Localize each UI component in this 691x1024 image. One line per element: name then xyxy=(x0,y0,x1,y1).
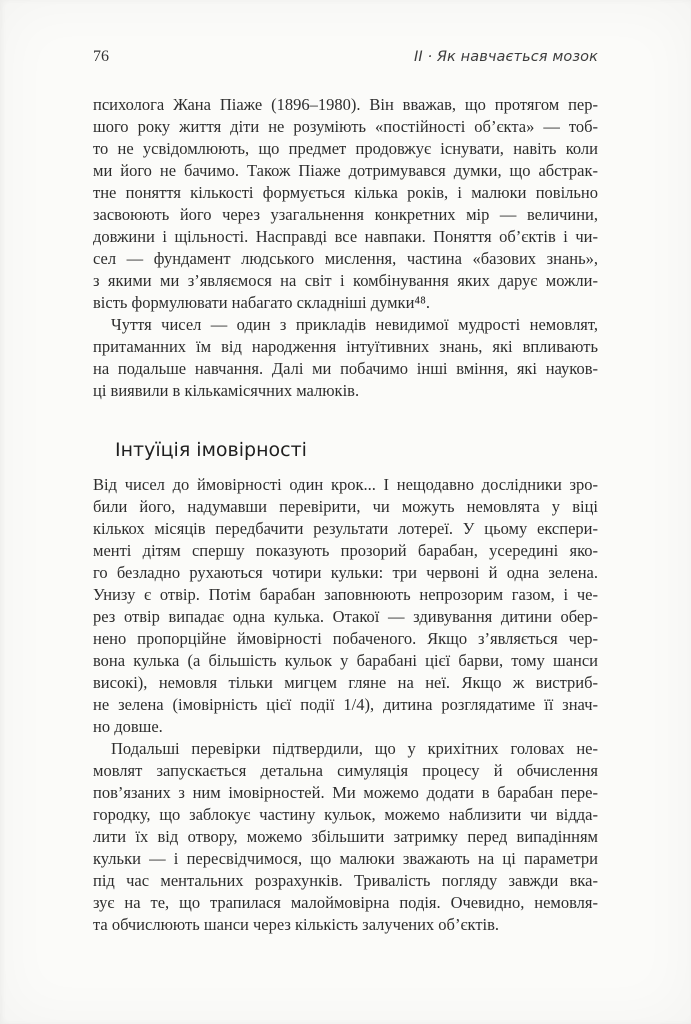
text-line: менті дітям спершу показують прозорий барабан, усередині яко- xyxy=(93,541,598,560)
paragraph-block-bottom xyxy=(93,474,598,936)
text-line: шого року життя діти не розуміють «постійності об’єкта» — тоб- xyxy=(93,117,598,136)
text-line: тне поняття кількості формується кілька років, і малюки повільно xyxy=(93,183,598,202)
text-line: Від чисел до ймовірності один крок... І нещодавно дослідники зро- xyxy=(93,475,598,494)
text-line: Подальші перевірки підтвердили, що у крихітних головах не- xyxy=(111,739,598,758)
text-line: Чуття чисел — один з прикладів невидимої мудрості немовлят, xyxy=(111,315,598,334)
text-line: зує на те, що трапилася малоймовірна подія. Очевидно, немовля- xyxy=(93,893,598,912)
text-line: но довше. xyxy=(93,717,163,736)
text-line: з якими ми з’являємося на світ і комбінування яких дарує можли- xyxy=(93,271,598,290)
text-line: кількох місяців передбачити результати лотереї. У цьому експери- xyxy=(93,519,598,538)
page-header xyxy=(93,48,598,68)
text-line: притаманних їм від народження інтуїтивних знань, які впливають xyxy=(93,337,598,356)
text-line: засвоюють його через узагальнення конкретних мір — величини, xyxy=(93,205,598,224)
text-line: високі), немовля тільки мигцем гляне на неї. Якщо ж вистриб- xyxy=(93,673,598,692)
page-number: 76 xyxy=(93,48,109,65)
text-line: мовлят запускається детальна симуляція процесу й обчислення xyxy=(93,761,598,780)
text-line: не зелена (імовірність цієї події 1/4), дитина розглядатиме її знач- xyxy=(93,695,598,714)
paragraph xyxy=(93,474,598,738)
text-line: лити їх від отвору, можемо збільшити затримку перед випадінням xyxy=(93,827,598,846)
paragraph-block-top xyxy=(93,94,598,402)
text-line: та обчислюють шанси через кількість залучених об’єктів. xyxy=(93,915,500,934)
paragraph xyxy=(93,94,598,314)
paragraph xyxy=(93,314,598,402)
text-line: били його, надумавши перевірити, чи можуть немовлята у віці xyxy=(93,497,598,516)
text-line: Унизу є отвір. Потім барабан заповнюють непрозорим газом, і че- xyxy=(93,585,598,604)
text-line: на подальше навчання. Далі ми побачимо інші вміння, які науков- xyxy=(93,359,598,378)
text-line: вість формулювати набагато складніші думки⁴⁸. xyxy=(93,293,431,312)
text-line: нено пропорційне ймовірності побаченого. Якщо з’являється чер- xyxy=(93,629,598,648)
text-line: рез отвір випадає одна кулька. Отакої — здивування дитини обер- xyxy=(93,607,598,626)
text-line: ми його не бачимо. Також Піаже дотримувався думки, що абстрак- xyxy=(93,161,598,180)
text-line: то не усвідомлюють, що предмет продовжує існувати, навіть коли xyxy=(93,139,598,158)
text-line: сел — фундамент людського мислення, частина «базових знань», xyxy=(93,249,598,268)
text-line: довжини і щільності. Насправді все навпаки. Поняття об’єктів і чи- xyxy=(93,227,598,246)
text-line: пов’язаних з ним імовірностей. Ми можемо додати в барабан пере- xyxy=(93,783,598,802)
text-line: психолога Жана Піаже (1896–1980). Він вважав, що протягом пер- xyxy=(93,95,598,114)
section-heading: Інтуїція імовірності xyxy=(115,439,307,461)
text-line: ці виявили в кількамісячних малюків. xyxy=(93,381,360,400)
text-line: під час ментальних розрахунків. Тривалість погляду завжди вка- xyxy=(93,871,598,890)
text-line: вона кулька (а більшість кульок у барабані цієї барви, тому шанси xyxy=(93,651,598,670)
text-line: кульки — і пересвідчимося, що малюки зважають на ці параметри xyxy=(93,849,598,868)
text-line: го безладно рухаються чотири кульки: три червоні й одна зелена. xyxy=(93,563,598,582)
text-line: городку, що заблокує частину кульок, можемо наблизити чи відда- xyxy=(93,805,598,824)
paragraph xyxy=(93,738,598,936)
running-title: II · Як навчається мозок xyxy=(414,49,598,65)
